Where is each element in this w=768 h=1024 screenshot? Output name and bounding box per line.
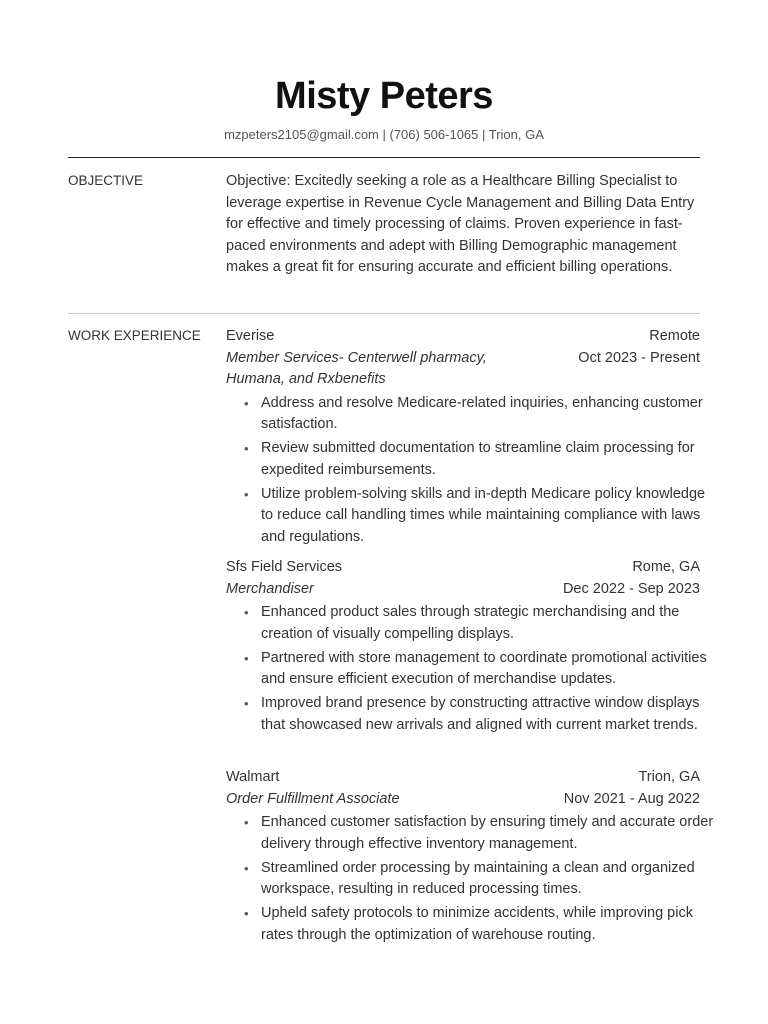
objective-text: Objective: Excitedly seeking a role as a Healthcare Billing Specialist to leverage expertise in Revenue Cycle Management and Billing Data Entry for effective and timely processing of claims. Proven experience in fast-paced environments and adept with Billing Demographic management makes a great fit for ensuring accurate and efficient billing operations. (226, 173, 695, 275)
bullet-icon: • (244, 650, 249, 666)
list-item: • Improved brand presence by constructing attractive window displays that showcased new arrivals and aligned with current market trends. (244, 695, 700, 733)
job-entry-walmart (226, 767, 714, 949)
list-item: • Utilize problem-solving skills and in-depth Medicare policy knowledge to reduce call handling times while maintaining compliance with laws and regulations. (244, 485, 706, 545)
job-bullets (244, 393, 718, 549)
job-entry-everise (226, 326, 706, 551)
list-item: • Enhanced customer satisfaction by ensuring timely and accurate order delivery through effective inventory management. (244, 814, 714, 852)
bullet-icon: • (244, 605, 249, 620)
job-dates: Oct 2023 - Present (578, 349, 700, 366)
bullet-icon: • (244, 860, 249, 876)
section-divider (68, 313, 700, 314)
bullet-icon: • (244, 906, 249, 921)
job-title: Merchandiser (226, 580, 314, 597)
bullet-icon: • (244, 395, 249, 411)
header-divider (68, 157, 700, 158)
job-title: Member Services- Centerwell pharmacy, Humana, and Rxbenefits (226, 349, 487, 387)
job-location: Rome, GA (632, 559, 700, 575)
job-location: Remote (649, 328, 700, 344)
job-bullets (244, 602, 718, 736)
list-item: • Address and resolve Medicare-related inquiries, enhancing customer satisfaction. (244, 394, 703, 432)
work-experience-section-title: WORK EXPERIENCE (68, 328, 201, 343)
bullet-icon: • (244, 441, 249, 456)
job-dates: Nov 2021 - Aug 2022 (563, 790, 700, 807)
job-bullets (244, 812, 718, 946)
job-location: Trion, GA (638, 769, 700, 785)
job-title: Order Fulfillment Associate (226, 790, 400, 807)
list-item: • Review submitted documentation to streamline claim processing for expedited reimbursements. (244, 440, 695, 478)
list-item: • Upheld safety protocols to minimize accidents, while improving pick rates through the optimization of warehouse routing. (244, 905, 693, 943)
candidate-name: Misty Peters (275, 75, 493, 117)
list-item: • Partnered with store management to coordinate promotional activities and ensure efficient execution of merchandise updates. (244, 649, 707, 687)
list-item: • Streamlined order processing by maintaining a clean and organized workspace, resulting in reduced processing times. (244, 859, 695, 897)
list-item: • Enhanced product sales through strategic merchandising and the creation of visually compelling displays. (244, 604, 680, 642)
job-company: Everise (226, 328, 275, 344)
job-company: Walmart (226, 769, 280, 785)
contact-line: mzpeters2105@gmail.com | (706) 506-1065 | Trion, GA (224, 127, 544, 142)
bullet-icon: • (244, 815, 249, 830)
bullet-icon: • (244, 696, 249, 711)
job-company: Sfs Field Services (226, 559, 343, 575)
job-entry-sfs-field-services (226, 557, 707, 739)
objective-section-title: OBJECTIVE (68, 173, 144, 188)
job-dates: Dec 2022 - Sep 2023 (562, 580, 700, 597)
bullet-icon: • (244, 486, 249, 502)
